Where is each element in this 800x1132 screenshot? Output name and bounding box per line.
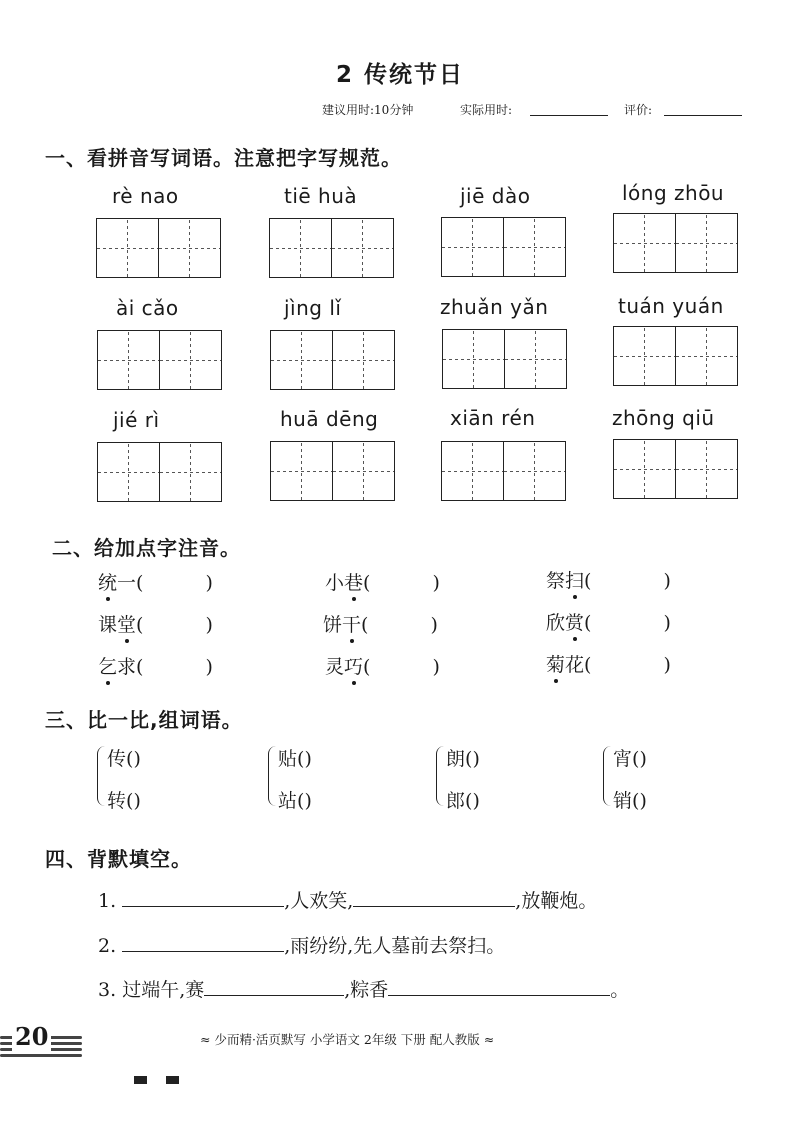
suggested-time: 建议用时:10分钟 bbox=[322, 103, 414, 117]
compare-pair: 传() 转() bbox=[97, 742, 247, 814]
writing-grid[interactable] bbox=[270, 330, 395, 390]
pinyin-label: jié rì bbox=[113, 408, 160, 432]
annotate-item: 课堂( ) bbox=[98, 610, 213, 637]
registration-mark bbox=[134, 1076, 147, 1084]
section-2-heading: 二、给加点字注音。 bbox=[52, 536, 241, 560]
compare-pair: 贴() 站() bbox=[268, 742, 418, 814]
compare-pair: 宵() 销() bbox=[603, 742, 753, 814]
writing-grid[interactable] bbox=[613, 213, 738, 273]
rating-field[interactable] bbox=[664, 103, 742, 116]
pinyin-label: tuán yuán bbox=[618, 294, 724, 318]
section-1-heading: 一、看拼音写词语。注意把字写规范。 bbox=[45, 146, 402, 170]
pinyin-label: jìng lǐ bbox=[284, 296, 342, 320]
annotate-item: 祭扫( ) bbox=[546, 566, 671, 593]
fill-line-3: 3. 过端午,赛 ,粽香 。 bbox=[98, 975, 629, 1002]
annotate-item: 统一( ) bbox=[98, 568, 213, 595]
fill-blank[interactable] bbox=[204, 975, 344, 996]
pinyin-label: xiān rén bbox=[450, 406, 536, 430]
rating-label: 评价: bbox=[624, 103, 653, 117]
writing-grid[interactable] bbox=[96, 218, 221, 278]
registration-mark bbox=[166, 1076, 179, 1084]
fill-blank[interactable] bbox=[388, 975, 610, 996]
pinyin-label: huā dēng bbox=[280, 407, 379, 431]
writing-grid[interactable] bbox=[97, 442, 222, 502]
annotate-item: 小巷( ) bbox=[325, 568, 440, 595]
writing-grid[interactable] bbox=[442, 329, 567, 389]
pinyin-label: jiē dào bbox=[460, 184, 531, 208]
writing-grid[interactable] bbox=[97, 330, 222, 390]
writing-grid[interactable] bbox=[441, 441, 566, 501]
pinyin-label: zhuǎn yǎn bbox=[440, 295, 549, 319]
writing-grid[interactable] bbox=[441, 217, 566, 277]
pinyin-label: tiē huà bbox=[284, 184, 358, 208]
fill-line-2: 2. ,雨纷纷,先人墓前去祭扫。 bbox=[98, 931, 505, 958]
fill-line-1: 1. ,人欢笑, ,放鞭炮。 bbox=[98, 886, 597, 913]
annotate-item: 灵巧( ) bbox=[325, 652, 440, 679]
writing-grid[interactable] bbox=[613, 439, 738, 499]
annotate-item: 饼干( ) bbox=[323, 610, 438, 637]
annotate-item: 乞求( ) bbox=[98, 652, 213, 679]
brace-icon bbox=[436, 746, 445, 806]
writing-grid[interactable] bbox=[269, 218, 394, 278]
writing-grid[interactable] bbox=[613, 326, 738, 386]
pinyin-label: ài cǎo bbox=[116, 296, 179, 320]
footer-text: ≈ 少而精·活页默写 小学语文 2年级 下册 配人教版 ≈ bbox=[200, 1032, 495, 1047]
writing-grid[interactable] bbox=[270, 441, 395, 501]
annotate-item: 欣赏( ) bbox=[546, 608, 671, 635]
compare-pair: 朗() 郎() bbox=[436, 742, 586, 814]
actual-time-label: 实际用时: bbox=[460, 103, 513, 117]
pinyin-label: zhōng qiū bbox=[612, 406, 715, 430]
page-number: 20 bbox=[12, 1022, 51, 1051]
fill-blank[interactable] bbox=[353, 886, 515, 907]
section-4-heading: 四、背默填空。 bbox=[45, 847, 192, 871]
section-3-heading: 三、比一比,组词语。 bbox=[45, 708, 243, 732]
fill-blank[interactable] bbox=[122, 931, 284, 952]
page-title: 2 传统节日 bbox=[335, 62, 464, 88]
brace-icon bbox=[603, 746, 612, 806]
pinyin-label: rè nao bbox=[112, 184, 179, 208]
brace-icon bbox=[268, 746, 277, 806]
annotate-item: 菊花( ) bbox=[546, 650, 671, 677]
actual-time-field[interactable] bbox=[530, 103, 608, 116]
pinyin-label: lóng zhōu bbox=[622, 181, 725, 205]
page-number-badge bbox=[0, 1022, 85, 1062]
brace-icon bbox=[97, 746, 106, 806]
fill-blank[interactable] bbox=[122, 886, 284, 907]
